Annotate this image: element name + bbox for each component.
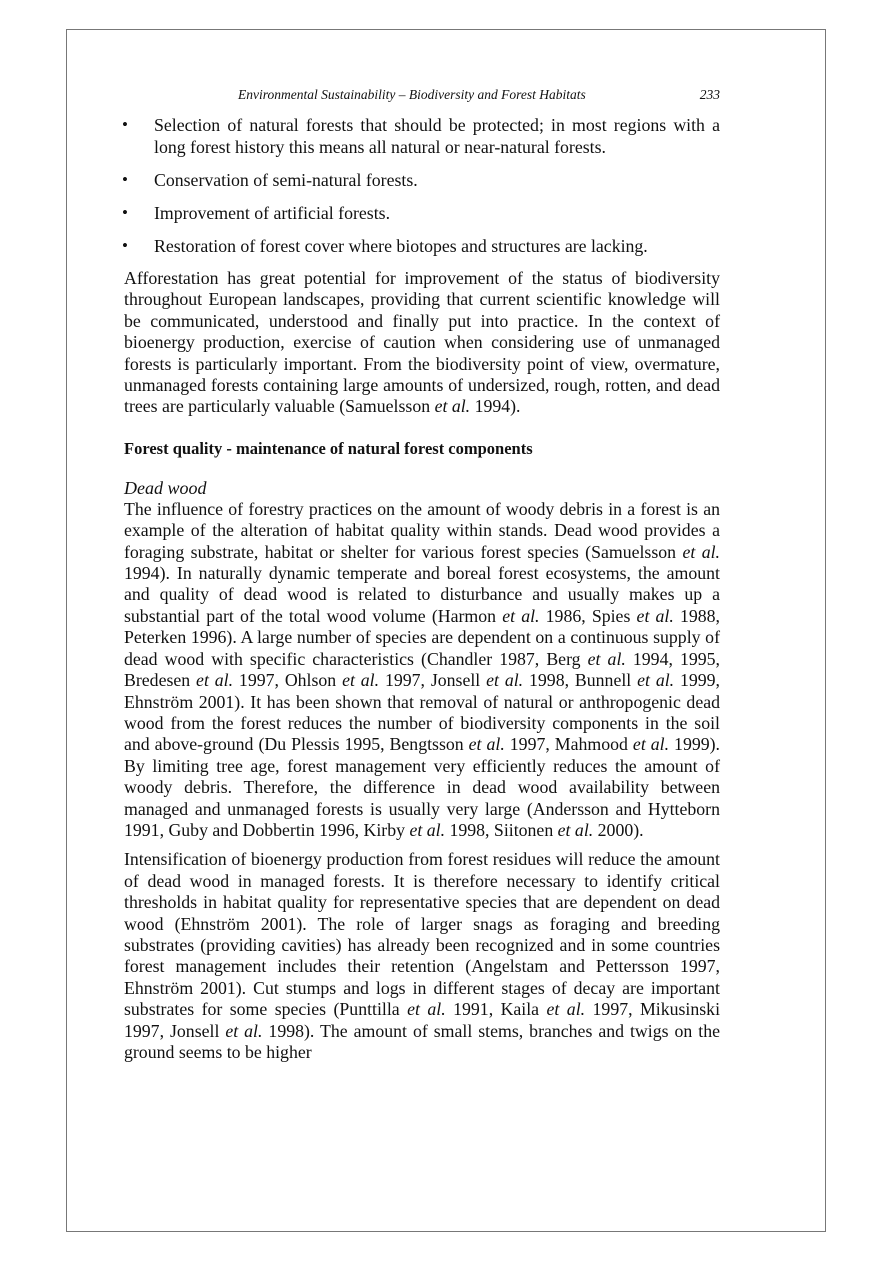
running-title: Environmental Sustainability – Biodiversity and Forest Habitats [238, 87, 586, 102]
dead-wood-paragraph [124, 499, 720, 842]
text-run: 1997, Ohlson [233, 670, 343, 691]
subheading: Dead wood [124, 477, 207, 498]
bullet-icon: • [122, 236, 128, 255]
bullet-item [124, 114, 720, 158]
section-heading: Forest quality - maintenance of natural forest components [124, 438, 533, 458]
bullet-text: Selection of natural forests that should be protected; in most regions with a long forest history this means all natural or near-natural forests. [154, 115, 720, 157]
text-run: 1999, Ehnström 2001). It has been shown that removal of natural or anthropogenic dead wood from the forest reduces the number of biodiversity components in the soil and above-ground (Du Plessis 1995, Bengtsson [124, 670, 720, 755]
text-run-italic: et al. [632, 734, 670, 755]
text-run: 1991, Kaila [445, 999, 547, 1020]
text-run: 1997, Mikusinski 1997, Jonsell [124, 999, 721, 1041]
bullet-item [124, 235, 720, 257]
text-run: 1986, Spies [539, 605, 637, 626]
bullet-icon: • [122, 203, 128, 222]
text-run: 1988, Peterken 1996). A large number of species are dependent on a continuous supply of dead wood with specific characteristics (Chandler 1987, Berg [124, 605, 721, 669]
page-number: 233 [699, 87, 720, 102]
page-content [124, 84, 720, 1063]
text-run-italic: et al. [502, 605, 540, 626]
text-run-italic: et al. [636, 605, 674, 626]
text-run: 1994, 1995, Bredesen [124, 648, 720, 691]
text-run: Intensification of bioenergy production from forest residues will reduce the amount of dead wood in managed forests. It is therefore necessary to identify critical thresholds in habitat quality for representative species that are dependent on dead wood (Ehnström 2001). The role of larger snags as foraging and breeding substrates (providing cavities) has already been recognized and in some countries forest management includes their retention (Angelstam and Pettersson 1997, Ehnström 2001). Cut stumps and logs in different stages of decay are important substrates for some species (Punttilla [124, 849, 720, 1020]
text-run-italic: et al. [486, 670, 524, 691]
text-run: 1998, Bunnell [523, 670, 638, 691]
text-run: 2000). [593, 819, 644, 840]
text-run: 1994). [470, 396, 521, 417]
text-run: Afforestation has great potential for improvement of the status of biodiversity throughout European landscapes, providing that current scientific knowledge will be communicated, understood and finally put into practice. In the context of bioenergy production, exercise of caution when considering use of unmanaged forests is particularly important. From the biodiversity point of view, overmature, unmanaged forests containing large amounts of undersized, rough, rotten, and dead trees are particularly valuable (Samuelsson [124, 268, 720, 417]
text-run: 1998, Siitonen [445, 819, 558, 840]
text-run: 1998). The amount of small stems, branches and twigs on the ground seems to be higher [124, 1020, 720, 1062]
bullet-list [124, 114, 720, 257]
text-run-italic: et al. [587, 648, 626, 669]
text-run-italic: et al. [637, 670, 675, 691]
bioenergy-paragraph [124, 849, 720, 1063]
bullet-item [124, 202, 720, 224]
text-run-italic: et al. [682, 541, 720, 562]
bullet-icon: • [122, 115, 128, 134]
text-run: 1997, Jonsell [379, 670, 487, 691]
text-run: 1997, Mahmood [504, 734, 633, 755]
text-run-italic: et al. [546, 999, 586, 1020]
bullet-item [124, 169, 720, 191]
text-run: 1999). By limiting tree age, forest management very efficiently reduces the amount of woody debris. Therefore, the difference in dead wood availability between managed and unmanaged forests is usually very large (Andersson and Hytteborn 1991, Guby and Dobbertin 1996, Kirby [124, 734, 720, 840]
text-run-italic: et al. [342, 670, 380, 691]
text-run: 1994). In naturally dynamic temperate and boreal forest ecosystems, the amount and quality of dead wood is related to disturbance and usually makes up a substantial part of the total wood volume (Harmon [124, 563, 720, 626]
text-run-italic: et al. [225, 1020, 263, 1041]
text-run: The influence of forestry practices on the amount of woody debris in a forest is an example of the alteration of habitat quality within stands. Dead wood provides a foraging substrate, habitat or shelter for various forest species (Samuelsson [124, 498, 720, 562]
bullet-icon: • [122, 170, 128, 189]
bullet-text: Conservation of semi-natural forests. [154, 170, 418, 190]
text-run-italic: et al. [409, 819, 446, 840]
afforestation-paragraph [124, 268, 720, 418]
text-run-italic: et al. [196, 670, 234, 691]
text-run-italic: et al. [557, 819, 594, 840]
bullet-text: Improvement of artificial forests. [154, 203, 391, 223]
running-header [124, 84, 720, 106]
text-run-italic: et al. [468, 734, 505, 755]
bullet-text: Restoration of forest cover where biotopes and structures are lacking. [154, 236, 648, 256]
text-run-italic: et al. [407, 999, 446, 1020]
text-run-italic: et al. [434, 396, 471, 417]
